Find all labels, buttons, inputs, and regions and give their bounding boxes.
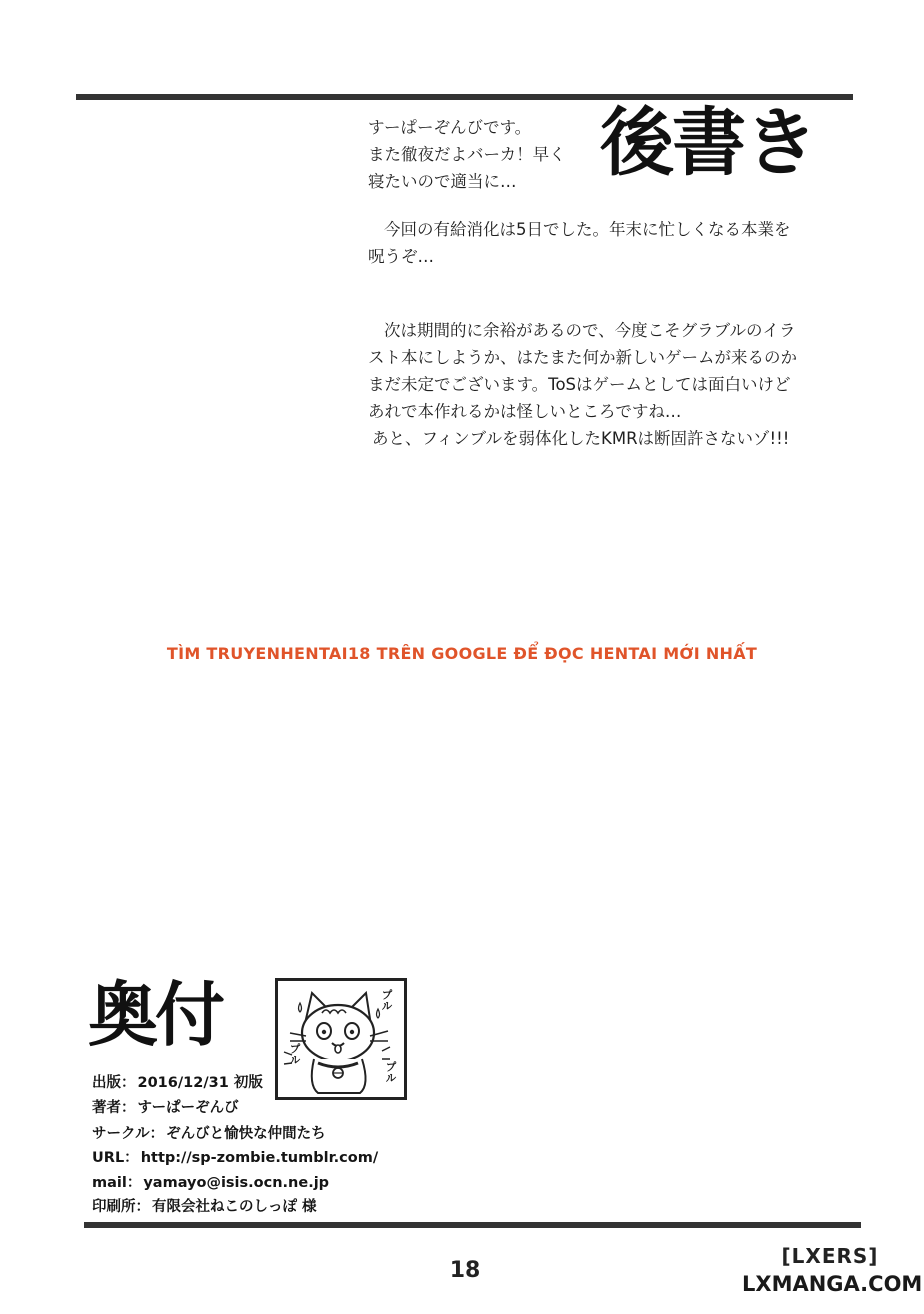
colophon-value: 2016/12/31 初版 <box>137 1075 263 1091</box>
colophon-value: 有限会社ねこのしっぽ 様 <box>152 1199 317 1215</box>
colophon-value: すーぱーぞんび <box>137 1100 239 1116</box>
mascot-sfx: プル <box>380 989 393 1011</box>
watermark-banner: TÌM TRUYENHENTAI18 TRÊN GOOGLE ĐỂ ĐỌC HENTAI MỚI NHẤT <box>166 644 758 663</box>
mascot-sfx: プル <box>384 1061 397 1083</box>
colophon-author <box>92 1096 239 1117</box>
paragraph-line: あれで本作れるかは怪しいところですね… <box>368 402 682 421</box>
colophon-publish <box>92 1071 263 1092</box>
colophon-label: サークル： <box>92 1126 165 1142</box>
paragraph-line: まだ未定でございます。ToSはゲームとしては面白いけど <box>368 375 791 394</box>
colophon-label: URL： <box>92 1150 139 1166</box>
colophon-title: 奥付 <box>88 974 222 1056</box>
colophon-label: 出版： <box>92 1075 136 1091</box>
colophon-value: ぞんびと愉快な仲間たち <box>166 1126 326 1142</box>
mascot-illustration <box>275 978 407 1100</box>
colophon-value: http://sp-zombie.tumblr.com/ <box>140 1150 379 1166</box>
bottom-divider <box>84 1222 861 1228</box>
colophon-label: 著者： <box>92 1100 136 1116</box>
afterword-paragraph <box>368 425 789 452</box>
colophon-url <box>92 1146 378 1167</box>
paragraph-line: 今回の有給消化は5日でした。年末に忙しくなる本業を <box>384 220 791 239</box>
paragraph-line: 呪うぞ… <box>368 247 434 266</box>
colophon-printer <box>92 1195 317 1216</box>
paragraph-line: スト本にしようか、はたまた何か新しいゲームが来るのか <box>368 348 797 367</box>
intro-line: 寝たいので適当に… <box>368 172 517 191</box>
paragraph-line: 次は期間的に余裕があるので、今度こそグラブルのイラ <box>384 321 796 340</box>
brand-site: LXMANGA.COM <box>742 1272 923 1296</box>
mascot-sfx: プル <box>288 1043 301 1065</box>
brand-tag: [LXERS] <box>781 1244 879 1268</box>
brand-logo <box>742 1243 923 1309</box>
intro-line: すーぱーぞんびです。 <box>368 118 532 137</box>
afterword-paragraph <box>368 317 797 425</box>
colophon-label: mail： <box>92 1175 142 1191</box>
afterword-paragraph <box>368 216 791 270</box>
page-number: 18 <box>449 1258 481 1283</box>
colophon-mail <box>92 1171 329 1192</box>
colophon-value: yamayo@isis.ocn.ne.jp <box>143 1175 330 1191</box>
paragraph-line: あと、フィンブルを弱体化したKMRは断固許さないゾ!!! <box>372 429 790 448</box>
colophon-label: 印刷所： <box>92 1199 150 1215</box>
afterword-intro <box>368 114 566 195</box>
colophon-circle <box>92 1122 326 1143</box>
intro-line: また徹夜だよバーカ！早く <box>368 145 566 164</box>
afterword-title: 後書き <box>600 100 816 186</box>
